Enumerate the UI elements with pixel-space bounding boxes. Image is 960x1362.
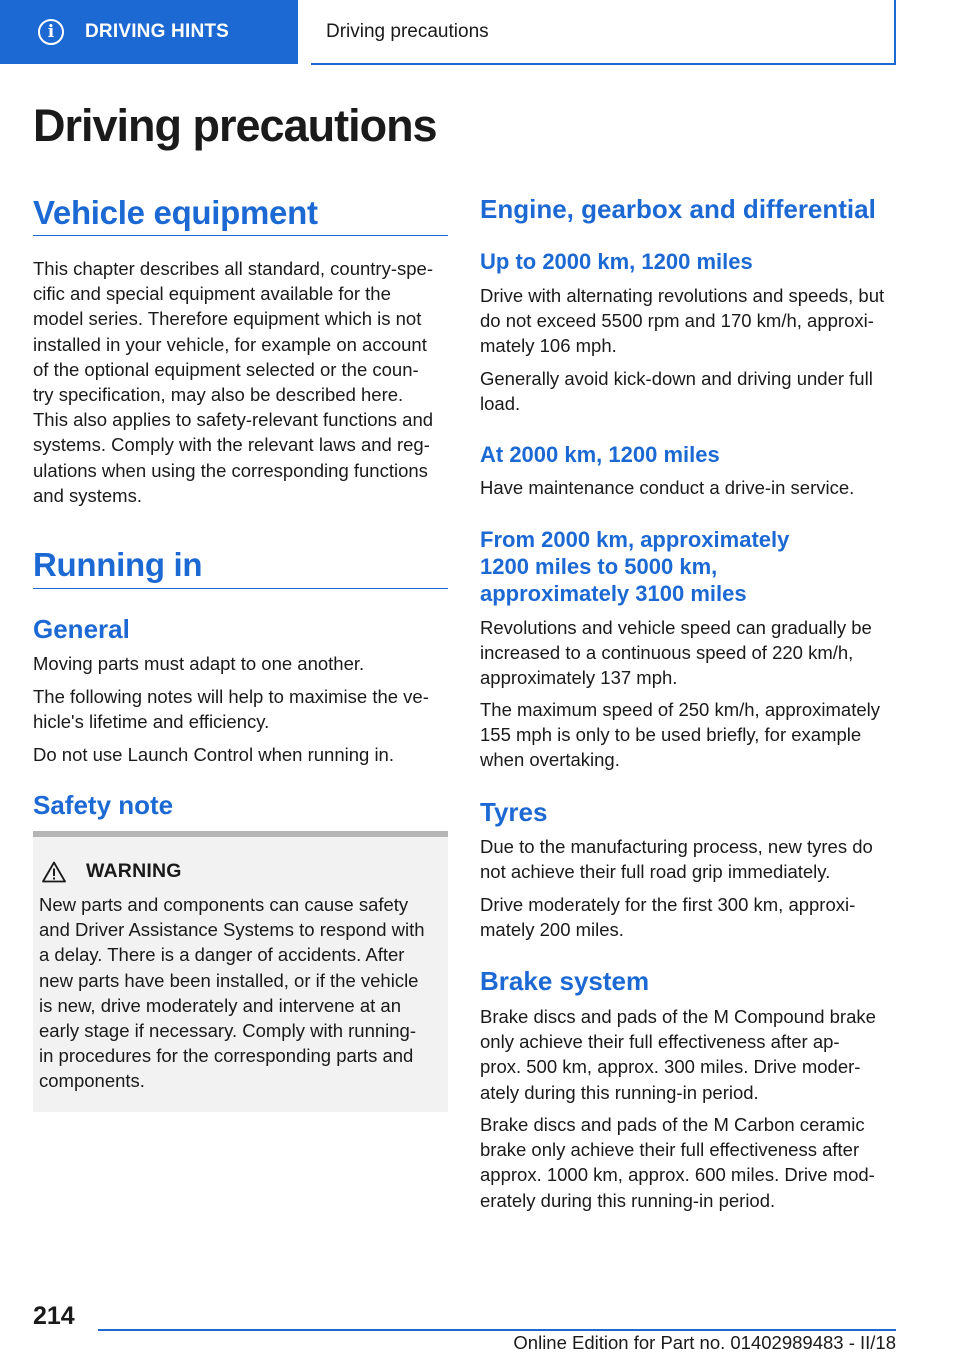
text-line: in procedures for the corresponding parts and: [39, 1045, 414, 1067]
warning-label: WARNING: [86, 860, 182, 882]
text-line: load.: [480, 393, 521, 415]
text-line: The maximum speed of 250 km/h, approximately: [480, 699, 880, 720]
text-line: systems. Comply with the relevant laws and reg‐: [33, 434, 430, 456]
warning-header: [42, 860, 182, 883]
text-line: New parts and components can cause safety: [39, 894, 409, 915]
heading-vehicle-equipment: Vehicle equipment: [33, 194, 318, 231]
text-line: brake only achieve their full effectiveness after: [480, 1139, 860, 1161]
text-line: early stage if necessary. Comply with running-: [39, 1020, 417, 1042]
s2-p1: Have maintenance conduct a drive-in service.: [480, 477, 855, 498]
breadcrumb: [311, 0, 896, 65]
heading-up-to-2000km: Up to 2000 km, 1200 miles: [480, 249, 753, 274]
text-line: prox. 500 km, approx. 300 miles. Drive moder‐: [480, 1056, 861, 1078]
text-line: Due to the manufacturing process, new tyres do: [480, 836, 873, 857]
footer-rule: [98, 1329, 896, 1331]
breadcrumb-label: Driving precautions: [326, 20, 489, 42]
text-line: try specification, may also be described here.: [33, 384, 404, 406]
heading-line: approximately 3100 miles: [480, 581, 747, 606]
section-rule: [33, 588, 448, 589]
general-p2: [33, 684, 448, 734]
text-line: installed in your vehicle, for example on account: [33, 333, 427, 355]
text-line: a delay. There is a danger of accidents. After: [39, 944, 405, 966]
chapter-tab[interactable]: [0, 0, 298, 64]
s3-p1: [480, 615, 896, 691]
text-line: approximately 137 mph.: [480, 667, 678, 689]
warning-text: [39, 892, 441, 1094]
s1-p2: [480, 366, 896, 416]
text-line: Drive moderately for the first 300 km, approxi‐: [480, 894, 856, 915]
warning-box: [33, 831, 448, 1112]
heading-at-2000km: At 2000 km, 1200 miles: [480, 442, 720, 467]
text-line: is new, drive moderately and intervene at an: [39, 994, 401, 1016]
text-line: and systems.: [33, 484, 142, 506]
text-line: Revolutions and vehicle speed can gradually be: [480, 617, 872, 638]
heading-from-2000km: [480, 526, 896, 607]
s1-p1: [480, 283, 896, 359]
text-line: erately during this running-in period.: [480, 1189, 776, 1211]
info-icon: i: [38, 19, 64, 45]
heading-engine-gearbox: Engine, gearbox and differential: [480, 194, 876, 224]
heading-line: 1200 miles to 5000 km,: [480, 554, 718, 579]
heading-running-in: Running in: [33, 546, 203, 583]
text-line: mately 106 mph.: [480, 335, 617, 357]
general-p1: Moving parts must adapt to one another.: [33, 653, 365, 674]
text-line: Brake discs and pads of the M Compound brake: [480, 1006, 876, 1027]
text-line: This also applies to safety-relevant functions and: [33, 409, 434, 431]
vehicle-equipment-text: [33, 256, 448, 508]
text-line: ately during this running-in period.: [480, 1081, 759, 1103]
text-line: when overtaking.: [480, 749, 620, 771]
text-line: and Driver Assistance Systems to respond with: [39, 919, 425, 941]
text-line: This chapter describes all standard, country-spe‐: [33, 258, 433, 279]
chapter-tab-label: DRIVING HINTS: [85, 21, 230, 42]
general-p3: Do not use Launch Control when running in.: [33, 744, 394, 765]
text-line: only achieve their full effectiveness after ap‐: [480, 1031, 840, 1053]
section-rule: [33, 235, 448, 236]
text-line: cific and special equipment available for the: [33, 283, 391, 305]
text-line: components.: [39, 1070, 145, 1092]
text-line: Generally avoid kick-down and driving under full: [480, 368, 873, 389]
heading-general: General: [33, 614, 130, 644]
page-number: 214: [33, 1302, 75, 1330]
text-line: increased to a continuous speed of 220 km/h,: [480, 642, 854, 664]
text-line: hicle's lifetime and efficiency.: [33, 711, 270, 733]
text-line: not achieve their full road grip immediately.: [480, 861, 831, 883]
heading-safety-note: Safety note: [33, 790, 174, 820]
text-line: The following notes will help to maximise the ve‐: [33, 686, 429, 707]
brakes-p1: [480, 1004, 896, 1105]
text-line: Brake discs and pads of the M Carbon ceramic: [480, 1114, 865, 1135]
edition-text: Online Edition for Part no. 01402989483 - II/18: [513, 1332, 896, 1353]
heading-brake-system: Brake system: [480, 966, 650, 996]
warning-triangle-icon: [42, 861, 66, 883]
tyres-p2: [480, 892, 896, 942]
text-line: 155 mph is only to be used briefly, for example: [480, 724, 862, 746]
text-line: mately 200 miles.: [480, 919, 624, 941]
text-line: do not exceed 5500 rpm and 170 km/h, approxi‐: [480, 310, 874, 332]
heading-tyres: Tyres: [480, 797, 548, 827]
s3-p2: [480, 697, 896, 773]
text-line: of the optional equipment selected or the coun‐: [33, 358, 419, 380]
text-line: model series. Therefore equipment which is not: [33, 308, 422, 330]
brakes-p2: [480, 1112, 896, 1213]
heading-line: From 2000 km, approximately: [480, 527, 790, 552]
page-title: Driving precautions: [33, 100, 437, 151]
text-line: ulations when using the corresponding functions: [33, 459, 428, 481]
text-line: Drive with alternating revolutions and speeds, but: [480, 285, 885, 306]
text-line: approx. 1000 km, approx. 600 miles. Drive mod‐: [480, 1164, 875, 1186]
text-line: new parts have been installed, or if the vehicle: [39, 969, 419, 991]
tyres-p1: [480, 834, 896, 884]
